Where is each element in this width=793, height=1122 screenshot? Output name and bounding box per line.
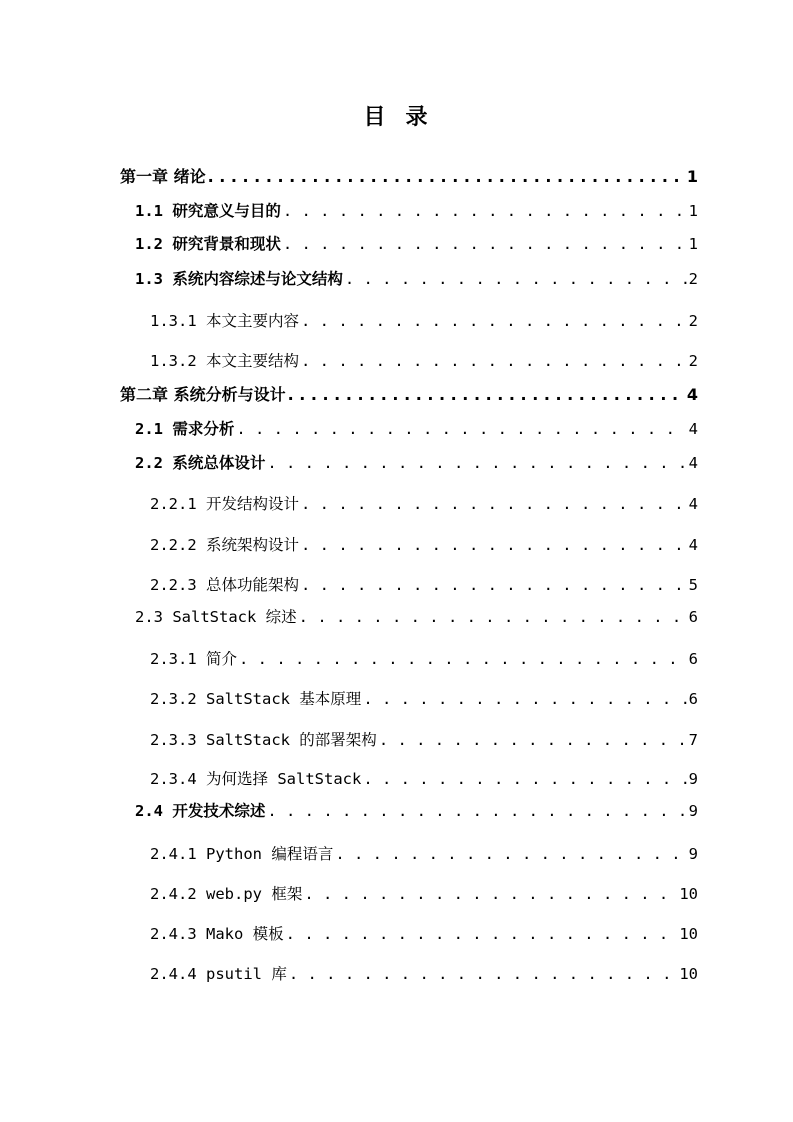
- dot-leader: [363, 770, 686, 788]
- toc-entry-page: 2: [688, 352, 698, 370]
- toc-entry-label: 2.3.2 SaltStack 基本原理: [150, 690, 362, 708]
- dot-leader: [267, 802, 686, 820]
- toc-title: [0, 100, 793, 131]
- toc-entry-label: 2.4 开发技术综述: [135, 802, 266, 820]
- dot-leader: [345, 270, 687, 288]
- toc-entry-chapter-2[interactable]: [120, 382, 698, 404]
- dot-leader: [239, 650, 687, 668]
- toc-entry-page: 9: [688, 845, 698, 863]
- dot-leader: [288, 385, 685, 404]
- toc-entry-label: 2.2 系统总体设计: [135, 454, 266, 472]
- toc-entry-2-4-4[interactable]: [150, 962, 698, 984]
- toc-entry-page: 4: [688, 420, 698, 438]
- dot-leader: [301, 312, 687, 330]
- dot-leader: [304, 885, 677, 903]
- toc-entry-page: 1: [686, 167, 698, 186]
- toc-entry-page: 4: [686, 385, 698, 404]
- toc-entry-label: 2.2.2 系统架构设计: [150, 536, 299, 554]
- toc-entry-label: 2.4.4 psutil 库: [150, 965, 287, 983]
- toc-entry-1-3-1[interactable]: [150, 309, 698, 331]
- toc-entry-label: 2.1 需求分析: [135, 420, 235, 438]
- toc-entry-2-2-3[interactable]: [150, 573, 698, 595]
- toc-entry-2-2-1[interactable]: [150, 492, 698, 514]
- dot-leader: [301, 576, 687, 594]
- toc-entry-label: 2.3 SaltStack 综述: [135, 608, 297, 626]
- toc-entry-2-3-4[interactable]: [150, 767, 698, 789]
- toc-entry-2-3-2[interactable]: [150, 687, 698, 709]
- toc-entry-1-3[interactable]: [135, 267, 698, 289]
- toc-entry-1-2[interactable]: [135, 232, 698, 254]
- toc-title-second-char: 录: [405, 104, 430, 130]
- toc-entry-page: 4: [688, 454, 698, 472]
- toc-entry-1-3-2[interactable]: [150, 349, 698, 371]
- toc-entry-label: 2.3.4 为何选择 SaltStack: [150, 770, 362, 788]
- toc-entry-page: 10: [679, 965, 698, 983]
- dot-leader: [286, 925, 678, 943]
- toc-entry-2-4-3[interactable]: [150, 922, 698, 944]
- dot-leader: [236, 420, 686, 438]
- toc-entry-label: 1.1 研究意义与目的: [135, 202, 281, 220]
- toc-entry-page: 10: [679, 925, 698, 943]
- toc-entry-page: 10: [679, 885, 698, 903]
- toc-entry-page: 4: [688, 495, 698, 513]
- toc-title-first-char: 目: [363, 104, 388, 130]
- toc-entry-page: 6: [688, 690, 698, 708]
- toc-entry-page: 5: [688, 576, 698, 594]
- dot-leader: [208, 167, 685, 186]
- toc-entry-label: 2.4.2 web.py 框架: [150, 885, 303, 903]
- toc-entry-label: 2.3.3 SaltStack 的部署架构: [150, 731, 377, 749]
- dot-leader: [283, 235, 687, 253]
- toc-entry-page: 1: [688, 202, 698, 220]
- toc-entry-label: 1.2 研究背景和现状: [135, 235, 281, 253]
- dot-leader: [363, 690, 686, 708]
- dot-leader: [299, 608, 687, 626]
- dot-leader: [335, 845, 686, 863]
- toc-entry-page: 9: [688, 802, 698, 820]
- dot-leader: [379, 731, 687, 749]
- toc-entry-label: 1.3 系统内容综述与论文结构: [135, 270, 343, 288]
- toc-entry-2-1[interactable]: [135, 417, 698, 439]
- toc-entry-label: 第二章 系统分析与设计: [120, 385, 286, 404]
- toc-entry-2-4-2[interactable]: [150, 882, 698, 904]
- dot-leader: [301, 352, 687, 370]
- dot-leader: [289, 965, 678, 983]
- toc-entry-page: 6: [688, 608, 698, 626]
- toc-entry-label: 1.3.1 本文主要内容: [150, 312, 299, 330]
- toc-entry-2-2-2[interactable]: [150, 533, 698, 555]
- toc-entry-label: 2.2.1 开发结构设计: [150, 495, 299, 513]
- dot-leader: [267, 454, 686, 472]
- toc-entry-label: 2.2.3 总体功能架构: [150, 576, 299, 594]
- toc-entry-page: 4: [688, 536, 698, 554]
- dot-leader: [301, 495, 687, 513]
- toc-entry-page: 6: [688, 650, 698, 668]
- toc-entry-page: 7: [688, 731, 698, 749]
- toc-entry-2-3-1[interactable]: [150, 647, 698, 669]
- toc-entry-2-4-1[interactable]: [150, 842, 698, 864]
- toc-entry-2-4[interactable]: [135, 799, 698, 821]
- toc-entry-1-1[interactable]: [135, 199, 698, 221]
- toc-entry-page: 1: [688, 235, 698, 253]
- dot-leader: [301, 536, 687, 554]
- toc-entry-chapter-1[interactable]: [120, 164, 698, 186]
- toc-entry-label: 第一章 绪论: [120, 167, 206, 186]
- toc-entry-2-3-3[interactable]: [150, 728, 698, 750]
- toc-entry-label: 2.3.1 简介: [150, 650, 237, 668]
- toc-entry-label: 2.4.3 Mako 模板: [150, 925, 284, 943]
- toc-entry-label: 2.4.1 Python 编程语言: [150, 845, 334, 863]
- toc-entry-2-2[interactable]: [135, 451, 698, 473]
- toc-entry-page: 2: [688, 270, 698, 288]
- toc-entry-page: 9: [688, 770, 698, 788]
- dot-leader: [283, 202, 687, 220]
- toc-entry-2-3[interactable]: [135, 605, 698, 627]
- toc-entry-page: 2: [688, 312, 698, 330]
- toc-entry-label: 1.3.2 本文主要结构: [150, 352, 299, 370]
